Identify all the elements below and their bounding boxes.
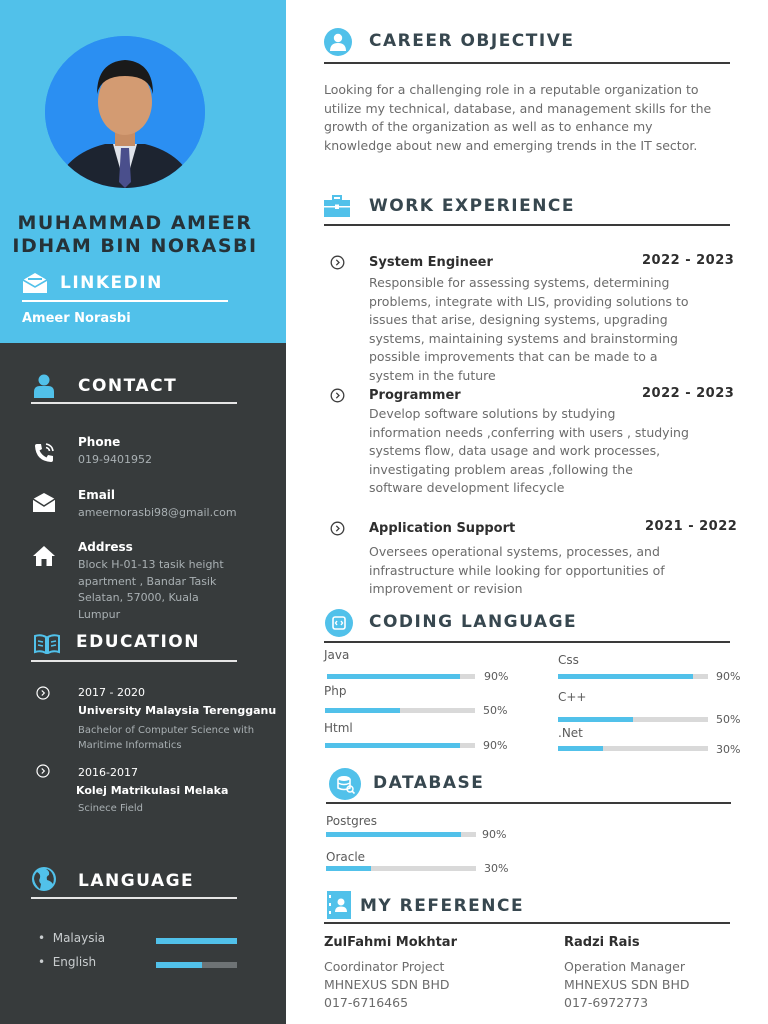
- skill-name: Php: [324, 684, 347, 698]
- reference-details: [324, 958, 450, 1012]
- user-icon: [34, 374, 54, 398]
- skill-bar-fill: [325, 708, 400, 713]
- reference-details: [564, 958, 690, 1012]
- language-item: [38, 955, 96, 969]
- skill-percent: 30%: [484, 862, 509, 875]
- skill-bar: [325, 743, 475, 748]
- education-detail-line: Scinece Field: [78, 803, 144, 814]
- skill-percent: 90%: [483, 739, 508, 752]
- skill-name: C++: [558, 690, 587, 704]
- coding-heading: CODING LANGUAGE: [369, 612, 578, 632]
- job-line: systems, maintaining systems and brainstorming: [369, 330, 678, 346]
- job-description: [369, 543, 739, 599]
- education-divider: [31, 660, 237, 662]
- education-years: 2016-2017: [78, 766, 138, 779]
- job-line: information needs ,conferring with users , studying: [369, 424, 689, 440]
- book-icon: [34, 634, 60, 654]
- skill-bar-fill: [327, 674, 460, 679]
- bullet: •: [38, 955, 53, 969]
- chevron-circle-icon: [36, 763, 50, 777]
- education-school: Kolej Matrikulasi Melaka: [76, 784, 229, 797]
- database-icon: [329, 768, 361, 800]
- skill-name: .Net: [558, 726, 583, 740]
- skill-bar-fill: [558, 717, 633, 722]
- skill-bar: [326, 866, 476, 871]
- phone-label: Phone: [78, 435, 121, 449]
- job-description: [369, 274, 739, 385]
- skill-bar-fill: [326, 866, 371, 871]
- reference-role: Operation Manager: [564, 959, 685, 974]
- skill-name: Postgres: [326, 814, 378, 828]
- phone-icon: [32, 441, 56, 465]
- name-line-2: IDHAM BIN NORASBI: [12, 235, 258, 257]
- job-line: systems flow, data usage and work processes,: [369, 443, 661, 458]
- work-divider: [324, 224, 730, 226]
- job-line: Responsible for assessing systems, determining: [369, 275, 670, 290]
- job-title: Programmer: [369, 388, 461, 403]
- education-heading: EDUCATION: [76, 632, 200, 652]
- skill-percent: 90%: [716, 670, 741, 683]
- job-line: issues that arise, designing systems, upgrading: [369, 312, 668, 327]
- email-label: Email: [78, 488, 116, 502]
- address-value: [78, 557, 268, 623]
- job-description: [369, 405, 739, 498]
- skill-bar: [325, 708, 475, 713]
- skill-bar-fill: [325, 743, 460, 748]
- coding-divider: [324, 641, 730, 643]
- work-heading: WORK EXPERIENCE: [369, 196, 576, 216]
- skill-bar: [327, 674, 475, 679]
- reference-company: MHNEXUS SDN BHD: [564, 977, 690, 992]
- job-line: Oversees operational systems, processes, and: [369, 544, 660, 559]
- address-label: Address: [78, 540, 133, 554]
- education-detail-line: Maritime Informatics: [78, 740, 182, 751]
- job-line: infrastructure while looking for opportunities of: [369, 562, 665, 578]
- job-years: 2022 - 2023: [642, 386, 735, 401]
- chevron-circle-icon: [330, 388, 345, 403]
- skill-percent: 50%: [483, 704, 508, 717]
- language-heading: LANGUAGE: [78, 871, 195, 891]
- language-bar-fill: [156, 962, 202, 968]
- education-detail: [78, 723, 254, 753]
- language-bar-fill: [156, 938, 237, 944]
- reference-company: MHNEXUS SDN BHD: [324, 977, 450, 992]
- chevron-circle-icon: [36, 685, 50, 699]
- email-icon: [32, 493, 56, 513]
- skill-name: Html: [324, 721, 353, 735]
- skill-bar-fill: [558, 746, 603, 751]
- reference-phone[interactable]: 017-6972773: [564, 995, 649, 1010]
- reference-heading: MY REFERENCE: [360, 896, 525, 916]
- name-line-1: MUHAMMAD AMEER: [17, 212, 253, 234]
- job-line: improvement or revision: [369, 581, 523, 596]
- skill-bar: [558, 746, 708, 751]
- job-line: software development lifecycle: [369, 480, 565, 495]
- address-line: Selatan, 57000, Kuala: [78, 591, 199, 604]
- briefcase-icon: [324, 195, 350, 217]
- education-school: University Malaysia Terengganu: [78, 704, 277, 717]
- language-bar: [156, 962, 237, 968]
- contact-divider: [31, 402, 237, 404]
- career-line: growth of the organization as well as to enhance my: [324, 119, 653, 134]
- envelope-open-icon: [22, 272, 48, 294]
- job-title: System Engineer: [369, 255, 493, 270]
- address-line: Lumpur: [78, 607, 121, 621]
- skill-percent: 90%: [482, 828, 507, 841]
- reference-name: Radzi Rais: [564, 935, 640, 950]
- skill-percent: 50%: [716, 713, 741, 726]
- reference-role: Coordinator Project: [324, 959, 445, 974]
- career-heading: CAREER OBJECTIVE: [369, 31, 575, 51]
- career-line: knowledge about new and emerging trends in the IT sector.: [324, 137, 698, 153]
- reference-name: ZulFahmi Mokhtar: [324, 935, 457, 950]
- chevron-circle-icon: [330, 255, 345, 270]
- career-divider: [324, 62, 730, 64]
- skill-bar: [558, 674, 708, 679]
- skill-bar: [558, 717, 708, 722]
- linkedin-heading: LINKEDIN: [60, 273, 163, 293]
- contact-heading: CONTACT: [78, 376, 178, 396]
- language-name: English: [52, 955, 97, 969]
- contact-card-icon: [327, 891, 351, 919]
- language-item: [38, 931, 105, 945]
- skill-percent: 30%: [716, 743, 741, 756]
- phone-value[interactable]: 019-9401952: [78, 453, 152, 466]
- reference-divider: [324, 922, 730, 924]
- home-icon: [32, 545, 56, 567]
- globe-icon: [31, 866, 57, 892]
- education-detail-line: Bachelor of Computer Science with: [78, 725, 255, 736]
- job-title: Application Support: [369, 521, 516, 536]
- profile-photo: [45, 36, 205, 188]
- job-years: 2021 - 2022: [645, 519, 738, 534]
- job-years: 2022 - 2023: [642, 253, 735, 268]
- skill-name: Css: [558, 653, 579, 667]
- skill-bar: [326, 832, 476, 837]
- job-line: problems, integrate with LIS, providing solutions to: [369, 293, 689, 309]
- career-line: utilize my technical, database, and management skills for the: [324, 100, 712, 116]
- skill-name: Java: [324, 648, 350, 662]
- linkedin-link[interactable]: Ameer Norasbi: [22, 311, 131, 326]
- skill-bar-fill: [558, 674, 693, 679]
- email-value[interactable]: ameernorasbi98@gmail.com: [78, 506, 237, 519]
- job-line: investigating problem areas ,following the: [369, 461, 633, 477]
- job-line: possible improvements that can be made to a: [369, 349, 658, 364]
- skill-bar-fill: [326, 832, 461, 837]
- education-detail: [78, 801, 143, 816]
- chevron-circle-icon: [330, 521, 345, 536]
- linkedin-divider: [22, 300, 228, 302]
- career-paragraph: [324, 81, 744, 155]
- job-line: system in the future: [369, 367, 496, 383]
- address-line: apartment , Bandar Tasik: [78, 574, 217, 588]
- user-circle-icon: [324, 28, 352, 56]
- skill-name: Oracle: [326, 850, 366, 864]
- database-divider: [326, 802, 731, 804]
- address-line: Block H-01-13 tasik height: [78, 558, 224, 571]
- skill-percent: 90%: [484, 670, 509, 683]
- career-line: Looking for a challenging role in a reputable organization to: [324, 82, 699, 97]
- reference-phone[interactable]: 017-6716465: [324, 995, 409, 1010]
- language-name: Malaysia: [52, 931, 106, 945]
- bullet: •: [38, 931, 53, 945]
- language-divider: [31, 897, 237, 899]
- language-bar: [156, 938, 237, 944]
- database-heading: DATABASE: [373, 773, 485, 793]
- job-line: Develop software solutions by studying: [369, 406, 616, 421]
- education-years: 2017 - 2020: [78, 686, 145, 699]
- code-icon: [325, 609, 353, 637]
